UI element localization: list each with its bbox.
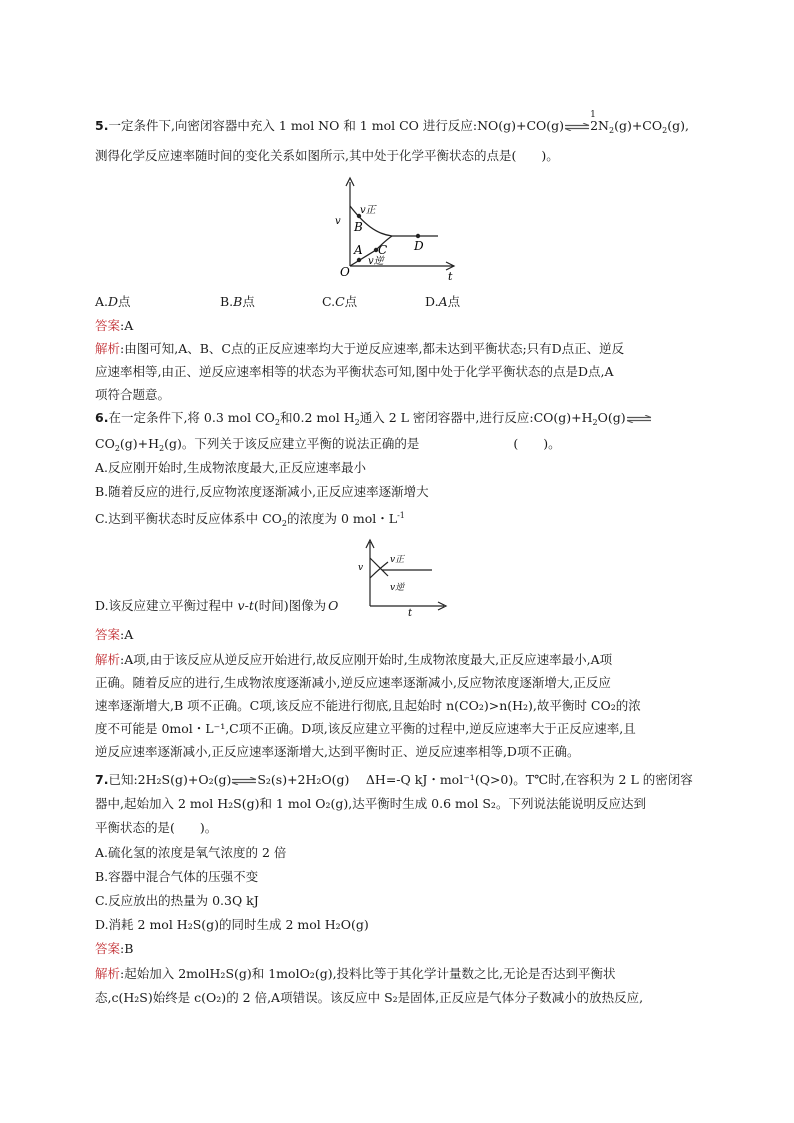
q6-analysis-line3: 速率逐渐增大,B 项不正确。C项,该反应不能进行彻底,且起始时 n(CO₂)>n(H₂),故平衡时 CO₂的浓: [95, 698, 641, 713]
q5-t-axis-label: t: [448, 270, 453, 282]
q5-option-a: A.D点: [95, 294, 131, 309]
q6-analysis-line4: 度不可能是 0mol・L⁻¹,C项不正确。D项,该反应建立平衡的过程中,逆反应速率大于正反应速率,且: [95, 721, 636, 736]
q6-option-b: B.随着反应的进行,反应物浓度逐渐减小,正反应速率逐渐增大: [95, 484, 429, 499]
q7-option-d: D.消耗 2 mol H₂S(g)的同时生成 2 mol H₂O(g): [95, 917, 369, 932]
equilibrium-arrow-icon: [564, 123, 590, 131]
q6-option-c: C.达到平衡状态时反应体系中 $CO_2$的浓度为 0 mol・$L^{-1}$: [95, 511, 405, 528]
q5-point-C: C: [378, 243, 388, 257]
q6-option-d: D.该反应建立平衡过程中 v-t(时间)图像为 O: [95, 598, 339, 613]
q7-analysis-line2: 态,c(H₂S)始终是 c(O₂)的 2 倍,A项错误。该反应中 S₂是固体,正反应是气体分子数减小的放热反应,: [95, 990, 644, 1005]
q6-v-reverse-label: v逆: [390, 583, 405, 593]
q7-number: 7.: [95, 772, 109, 787]
q7-option-b: B.容器中混合气体的压强不变: [95, 869, 259, 884]
q5-stem-line1: 5.一定条件下,向密闭容器中充入 1 mol NO 和 1 mol CO 进行反应:NO(g)+CO(g) 1 $2N_2(g)+CO_2(g)$,: [95, 110, 689, 135]
q5-fraction: 1 2: [590, 110, 599, 133]
q7-answer: 答案:B: [95, 941, 134, 956]
q5-v-axis-label: v: [335, 216, 341, 227]
q5-option-c: C.C点: [322, 294, 358, 309]
q5-point-B: B: [354, 220, 363, 234]
q7-analysis-line1: 解析:起始加入 2molH₂S(g)和 1molO₂(g),投料比等于其化学计量数之比,无论是否达到平衡状: [95, 966, 616, 981]
q7-option-a: A.硫化氢的浓度是氧气浓度的 2 倍: [95, 845, 287, 860]
q6-stem-line2: $CO_2(g)+H_2(g)$。下列关于该反应建立平衡的说法正确的是 ( )。: [95, 436, 561, 453]
equilibrium-arrow-icon: [626, 415, 652, 423]
q6-analysis-line5: 逆反应速率逐渐减小,正反应速率逐渐增大,达到平衡时正、逆反应速率相等,D项不正确。: [95, 744, 580, 759]
q6-analysis-line1: 解析:A项,由于该反应从逆反应开始进行,故反应刚开始时,生成物浓度最大,正反应速率最小,A项: [95, 652, 613, 667]
q6-v-forward-label: v正: [390, 555, 405, 565]
q6-v-axis-label: v: [358, 563, 364, 573]
q5-rate-time-graph: [330, 176, 460, 282]
equilibrium-arrow-icon: [231, 777, 257, 785]
q5-option-b: B.B点: [220, 294, 255, 309]
q7-stem-line1: 7.已知:2H₂S(g)+O₂(g) S₂(s)+2H₂O(g) ΔH=-Q kJ・mol⁻¹(Q>0)。T℃时,在容积为 2 L 的密闭容: [95, 772, 693, 787]
q6-number: 6.: [95, 410, 109, 425]
q5-point-A: A: [354, 243, 363, 257]
q6-t-axis-label: t: [408, 608, 413, 616]
q6-stem-line1: 6.在一定条件下,将 0.3 mol $CO_2$和0.2 mol $H_2$通入 2 L 密闭容器中,进行反应$:CO(g)+H_2O(g)$: [95, 410, 652, 431]
q5-answer: 答案:A: [95, 318, 134, 333]
q5-option-d: D.A点: [425, 294, 461, 309]
q5-stem-line2: 测得化学反应速率随时间的变化关系如图所示,其中处于化学平衡状态的点是( )。: [95, 148, 559, 163]
q6-answer: 答案:A: [95, 627, 134, 642]
q5-v-forward-label: v正: [360, 205, 376, 216]
q6-origin-label: O: [328, 598, 339, 613]
q6-analysis-line2: 正确。随着反应的进行,生成物浓度逐渐减小,逆反应速率逐渐减小,反应物浓度逐渐增大,正反应: [95, 675, 611, 690]
q6-rate-time-graph: [358, 536, 448, 616]
q5-analysis-line2: 应速率相等,由正、逆反应速率相等的状态为平衡状态可知,图中处于化学平衡状态的点是D点,A: [95, 364, 614, 379]
q5-analysis-line1: 解析:由图可知,A、B、C点的正反应速率均大于逆反应速率,都未达到平衡状态;只有D点正、逆反: [95, 341, 625, 356]
q7-stem-line2: 器中,起始加入 2 mol H₂S(g)和 1 mol O₂(g),达平衡时生成 0.6 mol S₂。下列说法能说明反应达到: [95, 796, 646, 811]
q5-point-D: D: [414, 239, 424, 253]
q7-option-c: C.反应放出的热量为 0.3Q kJ: [95, 893, 259, 908]
q5-origin-label: O: [340, 265, 350, 279]
q7-stem-line3: 平衡状态的是( )。: [95, 820, 218, 835]
q5-analysis-line3: 项符合题意。: [95, 387, 171, 402]
q5-number: 5.: [95, 118, 109, 133]
q5-v-reverse-label: v逆: [368, 256, 384, 267]
q6-option-a: A.反应刚开始时,生成物浓度最大,正反应速率最小: [95, 460, 366, 475]
